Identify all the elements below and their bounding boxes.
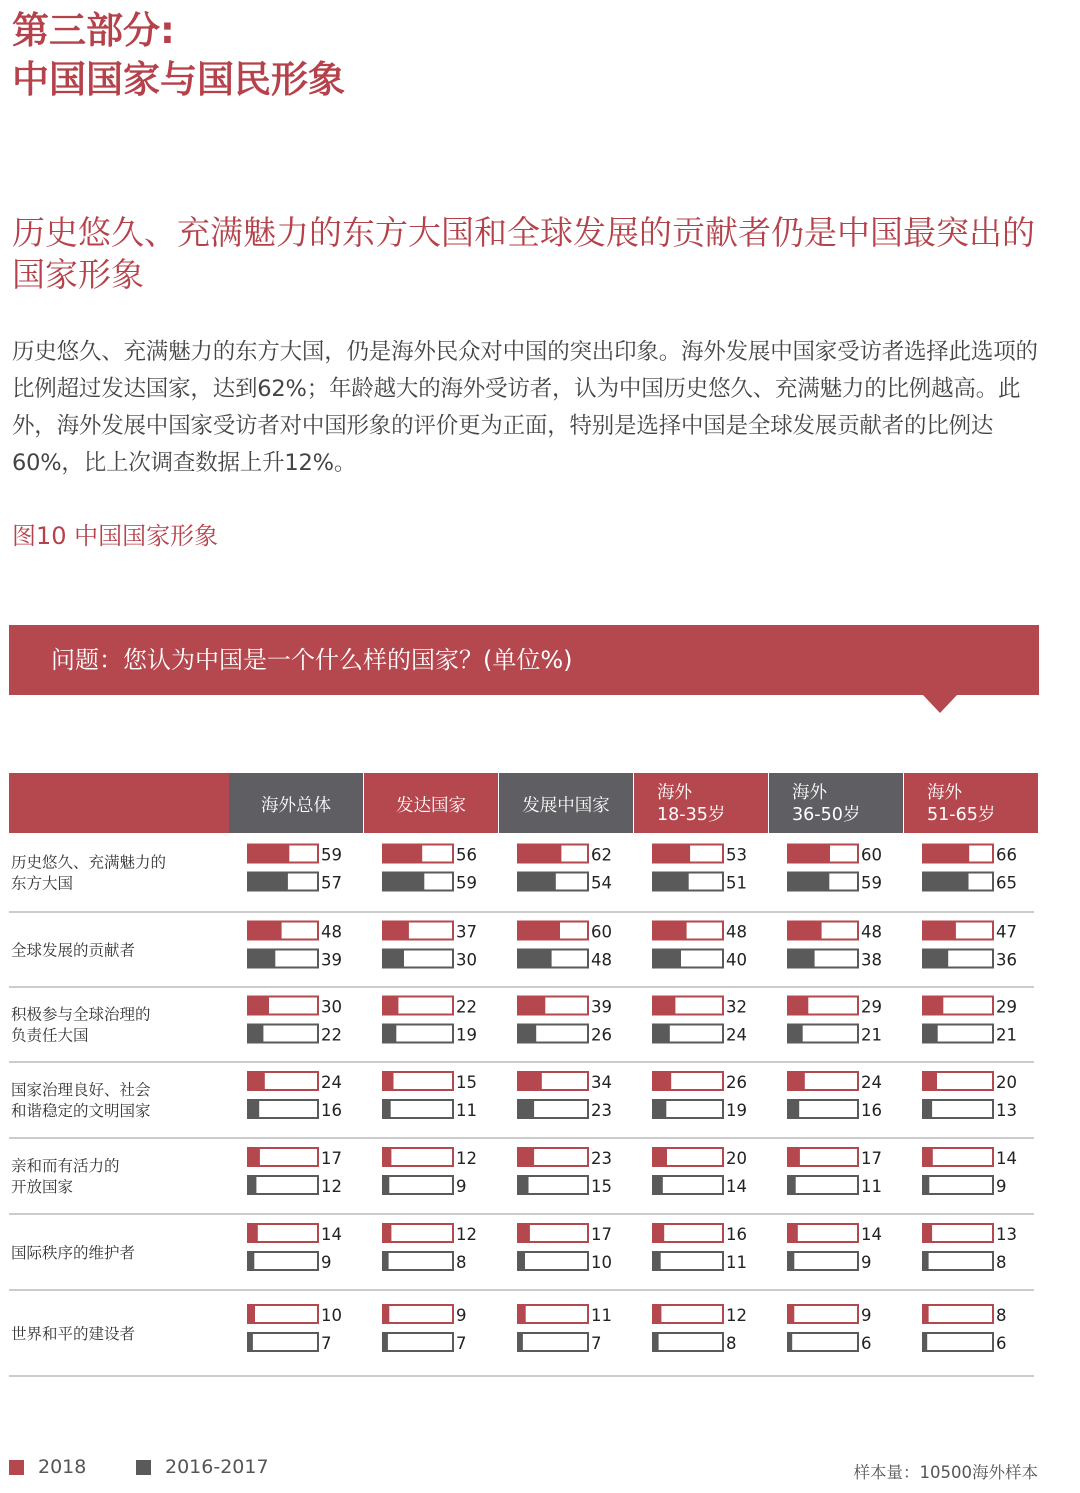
- value-label-5-3-0: 16: [726, 1225, 747, 1244]
- bar-3-1-0: [383, 1072, 394, 1090]
- value-label-5-5-1: 8: [996, 1253, 1007, 1272]
- value-label-5-0-0: 14: [321, 1225, 342, 1244]
- value-label-6-2-0: 11: [591, 1306, 612, 1325]
- value-label-3-2-0: 34: [591, 1073, 612, 1092]
- value-label-6-4-0: 9: [861, 1306, 872, 1325]
- bar-3-2-0: [518, 1072, 542, 1090]
- value-label-4-5-0: 14: [996, 1149, 1017, 1168]
- value-label-6-4-1: 6: [861, 1334, 872, 1353]
- value-label-2-2-1: 26: [591, 1025, 612, 1045]
- value-label-1-4-0: 48: [861, 922, 882, 942]
- value-label-6-3-1: 8: [726, 1334, 737, 1353]
- value-label-2-4-0: 29: [861, 997, 882, 1017]
- bar-2-1-0: [383, 997, 398, 1015]
- value-label-2-3-0: 32: [726, 997, 747, 1017]
- bar-frame-4-0-1: [248, 1176, 318, 1194]
- row-label-2: 积极参与全球治理的负责任大国: [11, 1005, 151, 1045]
- bar-frame-5-3-1: [653, 1252, 723, 1270]
- value-label-6-5-1: 6: [996, 1334, 1007, 1353]
- bar-frame-5-5-0: [923, 1224, 993, 1242]
- bar-0-3-1: [653, 873, 689, 891]
- bar-1-0-1: [248, 950, 275, 968]
- figure-caption: 图10 中国国家形象: [12, 522, 219, 550]
- bar-3-1-1: [383, 1100, 391, 1118]
- bar-frame-5-1-0: [383, 1224, 453, 1242]
- bar-frame-3-5-1: [923, 1100, 993, 1118]
- bar-1-3-1: [653, 950, 681, 968]
- value-label-0-4-1: 59: [861, 873, 882, 893]
- value-label-4-0-0: 17: [321, 1149, 342, 1168]
- bar-4-2-1: [518, 1176, 529, 1194]
- bar-4-4-0: [788, 1148, 800, 1166]
- bar-5-2-0: [518, 1224, 530, 1242]
- bar-5-5-0: [923, 1224, 932, 1242]
- value-label-4-0-1: 12: [321, 1177, 342, 1196]
- bar-5-1-1: [383, 1252, 389, 1270]
- value-label-0-2-0: 62: [591, 845, 612, 865]
- value-label-0-3-0: 53: [726, 845, 747, 865]
- column-header-label-2: 发展中国家: [522, 796, 610, 816]
- value-label-4-4-0: 17: [861, 1149, 882, 1168]
- value-label-0-4-0: 60: [861, 845, 882, 865]
- bar-frame-6-4-1: [788, 1333, 858, 1351]
- value-label-6-1-1: 7: [456, 1334, 467, 1353]
- value-label-3-1-1: 11: [456, 1101, 477, 1120]
- bar-0-4-0: [788, 845, 830, 863]
- legend-swatch-2016-2017: [136, 1460, 151, 1475]
- bar-1-1-1: [383, 950, 404, 968]
- bar-0-5-0: [923, 845, 969, 863]
- bar-5-0-0: [248, 1224, 258, 1242]
- legend-item-2016-2017: [136, 1456, 269, 1478]
- bar-6-5-0: [923, 1305, 929, 1323]
- value-label-1-1-1: 30: [456, 950, 477, 970]
- bar-0-0-0: [248, 845, 289, 863]
- value-label-0-0-1: 57: [321, 873, 342, 893]
- value-label-5-2-1: 10: [591, 1253, 612, 1272]
- value-label-3-1-0: 15: [456, 1073, 477, 1092]
- bar-6-3-1: [653, 1333, 659, 1351]
- bar-6-1-1: [383, 1333, 388, 1351]
- value-label-5-0-1: 9: [321, 1253, 332, 1272]
- bar-frame-4-4-1: [788, 1176, 858, 1194]
- value-label-2-0-0: 30: [321, 997, 342, 1017]
- bar-4-4-1: [788, 1176, 796, 1194]
- bar-2-2-1: [518, 1025, 536, 1043]
- sample-size-note: 样本量：10500海外样本: [853, 1463, 1038, 1482]
- value-label-0-5-0: 66: [996, 845, 1017, 865]
- value-label-4-1-1: 9: [456, 1177, 467, 1196]
- bar-3-3-1: [653, 1100, 666, 1118]
- value-label-6-1-0: 9: [456, 1306, 467, 1325]
- value-label-3-2-1: 23: [591, 1101, 612, 1120]
- bar-5-1-0: [383, 1224, 391, 1242]
- bar-1-4-1: [788, 950, 815, 968]
- value-label-3-5-0: 20: [996, 1073, 1017, 1092]
- bar-4-2-0: [518, 1148, 534, 1166]
- value-label-0-3-1: 51: [726, 873, 747, 893]
- bar-frame-6-3-1: [653, 1333, 723, 1351]
- bar-frame-4-5-0: [923, 1148, 993, 1166]
- bar-6-0-0: [248, 1305, 255, 1323]
- bar-4-1-0: [383, 1148, 391, 1166]
- bar-4-0-1: [248, 1176, 256, 1194]
- bar-1-4-0: [788, 922, 822, 940]
- value-label-1-5-0: 47: [996, 922, 1017, 942]
- value-label-2-5-0: 29: [996, 997, 1017, 1017]
- value-label-1-4-1: 38: [861, 950, 882, 970]
- bar-3-3-0: [653, 1072, 671, 1090]
- section-title-line2: 中国国家与国民形象: [12, 58, 345, 101]
- headline: 历史悠久、充满魅力的东方大国和全球发展的贡献者仍是中国最突出的国家形象: [12, 213, 1035, 294]
- bar-6-4-1: [788, 1333, 792, 1351]
- bar-6-3-0: [653, 1305, 661, 1323]
- question-text: 问题：您认为中国是一个什么样的国家？(单位%): [51, 646, 573, 674]
- value-label-5-1-0: 12: [456, 1225, 477, 1244]
- bar-frame-6-0-0: [248, 1305, 318, 1323]
- bar-3-2-1: [518, 1100, 534, 1118]
- value-label-0-0-0: 59: [321, 845, 342, 865]
- bar-4-3-1: [653, 1176, 663, 1194]
- bar-6-5-1: [923, 1333, 927, 1351]
- value-label-4-2-0: 23: [591, 1149, 612, 1168]
- bar-frame-5-2-1: [518, 1252, 588, 1270]
- bar-6-2-0: [518, 1305, 526, 1323]
- bar-5-4-0: [788, 1224, 798, 1242]
- row-label-0: 历史悠久、充满魅力的东方大国: [11, 853, 167, 893]
- bar-1-0-0: [248, 922, 282, 940]
- bar-5-0-1: [248, 1252, 254, 1270]
- value-label-6-3-0: 12: [726, 1306, 747, 1325]
- column-header-label-5: 海外 51-65岁: [927, 783, 996, 825]
- legend-label-2018: 2018: [38, 1456, 87, 1478]
- bar-frame-6-5-1: [923, 1333, 993, 1351]
- bar-2-2-0: [518, 997, 545, 1015]
- bar-frame-6-3-0: [653, 1305, 723, 1323]
- bar-3-4-1: [788, 1100, 799, 1118]
- value-label-4-3-0: 20: [726, 1149, 747, 1168]
- bar-1-1-0: [383, 922, 409, 940]
- bar-frame-5-1-1: [383, 1252, 453, 1270]
- value-label-4-1-0: 12: [456, 1149, 477, 1168]
- bar-frame-4-5-1: [923, 1176, 993, 1194]
- bar-frame-6-4-0: [788, 1305, 858, 1323]
- bar-6-0-1: [248, 1333, 253, 1351]
- bar-frame-4-1-0: [383, 1148, 453, 1166]
- bar-0-5-1: [923, 873, 969, 891]
- value-label-3-4-0: 24: [861, 1073, 882, 1092]
- value-label-2-5-1: 21: [996, 1025, 1017, 1045]
- bar-frame-6-1-0: [383, 1305, 453, 1323]
- value-label-2-1-1: 19: [456, 1025, 477, 1045]
- bar-0-0-1: [248, 873, 288, 891]
- bar-4-0-0: [248, 1148, 260, 1166]
- value-label-6-5-0: 8: [996, 1306, 1007, 1325]
- bar-0-1-1: [383, 873, 424, 891]
- bar-frame-4-3-1: [653, 1176, 723, 1194]
- value-label-4-5-1: 9: [996, 1177, 1007, 1196]
- bar-1-2-1: [518, 950, 552, 968]
- value-label-3-3-0: 26: [726, 1073, 747, 1092]
- legend-item-2018: [9, 1456, 86, 1478]
- value-label-4-2-1: 15: [591, 1177, 612, 1196]
- value-label-5-4-1: 9: [861, 1253, 872, 1272]
- bar-2-5-0: [923, 997, 943, 1015]
- value-label-0-2-1: 54: [591, 873, 612, 893]
- value-label-2-4-1: 21: [861, 1025, 882, 1045]
- value-label-1-0-1: 39: [321, 950, 342, 970]
- bar-0-3-0: [653, 845, 690, 863]
- bar-2-3-1: [653, 1025, 670, 1043]
- bar-0-2-1: [518, 873, 556, 891]
- bar-frame-5-5-1: [923, 1252, 993, 1270]
- value-label-0-1-0: 56: [456, 845, 477, 865]
- value-label-1-3-0: 48: [726, 922, 747, 942]
- bar-0-2-0: [518, 845, 561, 863]
- bar-1-3-0: [653, 922, 687, 940]
- value-label-0-5-1: 65: [996, 873, 1017, 893]
- bar-frame-4-1-1: [383, 1176, 453, 1194]
- bar-5-3-0: [653, 1224, 664, 1242]
- value-label-5-5-0: 13: [996, 1225, 1017, 1244]
- bar-4-5-1: [923, 1176, 929, 1194]
- bar-4-1-1: [383, 1176, 389, 1194]
- bar-3-4-0: [788, 1072, 805, 1090]
- bar-6-1-0: [383, 1305, 389, 1323]
- value-label-3-3-1: 19: [726, 1101, 747, 1120]
- bar-2-3-0: [653, 997, 675, 1015]
- value-label-5-4-0: 14: [861, 1225, 882, 1244]
- bar-4-3-0: [653, 1148, 667, 1166]
- bar-1-5-0: [923, 922, 956, 940]
- column-header-label-3: 海外 18-35岁: [657, 783, 726, 825]
- value-label-5-2-0: 17: [591, 1225, 612, 1244]
- row-label-3: 国家治理良好、社会和谐稳定的文明国家: [11, 1081, 151, 1120]
- body-paragraph: 历史悠久、充满魅力的东方大国，仍是海外民众对中国的突出印象。海外发展中国家受访者选择此选项的比例超过发达国家，达到62%；年龄越大的海外受访者，认为中国历史悠久、充满魅力的比例越高。此外，海外发展中国家受访者对中国形象的评价更为正面，特别是选择中国是全球发展贡献者的比例达60%，比上次调查数据上升12%。: [12, 339, 1038, 476]
- bar-frame-6-2-1: [518, 1333, 588, 1351]
- value-label-3-5-1: 13: [996, 1101, 1017, 1120]
- value-label-1-0-0: 48: [321, 922, 342, 942]
- row-label-5: 国际秩序的维护者: [11, 1244, 136, 1262]
- table-header-blank-cell: [9, 773, 229, 833]
- value-label-5-1-1: 8: [456, 1253, 467, 1272]
- bar-frame-6-0-1: [248, 1333, 318, 1351]
- section-title-line1: 第三部分:: [12, 9, 175, 52]
- value-label-3-0-0: 24: [321, 1073, 342, 1092]
- value-label-1-5-1: 36: [996, 950, 1017, 970]
- value-label-1-1-0: 37: [456, 922, 477, 942]
- value-label-3-4-1: 16: [861, 1101, 882, 1120]
- value-label-3-0-1: 16: [321, 1101, 342, 1120]
- value-label-2-3-1: 24: [726, 1025, 747, 1045]
- bar-2-0-1: [248, 1025, 263, 1043]
- value-label-2-1-0: 22: [456, 997, 477, 1017]
- column-header-label-4: 海外 36-50岁: [792, 783, 861, 825]
- column-header-label-0: 海外总体: [261, 796, 331, 816]
- bar-frame-5-0-1: [248, 1252, 318, 1270]
- bar-4-5-0: [923, 1148, 933, 1166]
- value-label-1-2-1: 48: [591, 950, 612, 970]
- bar-5-2-1: [518, 1252, 525, 1270]
- bar-1-2-0: [518, 922, 560, 940]
- row-label-6: 世界和平的建设者: [11, 1325, 136, 1343]
- value-label-4-4-1: 11: [861, 1177, 882, 1196]
- legend-label-2016-2017: 2016-2017: [165, 1456, 269, 1478]
- value-label-2-0-1: 22: [321, 1025, 342, 1045]
- value-label-6-2-1: 7: [591, 1334, 602, 1353]
- value-label-2-2-0: 39: [591, 997, 612, 1017]
- bar-5-3-1: [653, 1252, 661, 1270]
- bar-frame-5-4-0: [788, 1224, 858, 1242]
- bar-5-4-1: [788, 1252, 794, 1270]
- bar-3-5-1: [923, 1100, 932, 1118]
- bar-3-0-1: [248, 1100, 259, 1118]
- value-label-1-2-0: 60: [591, 922, 612, 942]
- bar-6-4-0: [788, 1305, 794, 1323]
- bar-6-2-1: [518, 1333, 523, 1351]
- bar-2-5-1: [923, 1025, 938, 1043]
- value-label-6-0-1: 7: [321, 1334, 332, 1353]
- bar-frame-6-2-0: [518, 1305, 588, 1323]
- bar-2-4-0: [788, 997, 808, 1015]
- column-header-label-1: 发达国家: [396, 796, 466, 816]
- value-label-5-3-1: 11: [726, 1253, 747, 1272]
- bar-frame-6-1-1: [383, 1333, 453, 1351]
- bar-0-4-1: [788, 873, 829, 891]
- bar-1-5-1: [923, 950, 948, 968]
- bar-3-5-0: [923, 1072, 937, 1090]
- bar-frame-5-4-1: [788, 1252, 858, 1270]
- bar-2-0-0: [248, 997, 269, 1015]
- bar-2-4-1: [788, 1025, 803, 1043]
- row-label-1: 全球发展的贡献者: [11, 941, 136, 960]
- bar-frame-5-0-0: [248, 1224, 318, 1242]
- legend-swatch-2018: [9, 1460, 24, 1475]
- bar-3-0-0: [248, 1072, 265, 1090]
- row-label-4: 亲和而有活力的开放国家: [11, 1157, 120, 1196]
- value-label-1-3-1: 40: [726, 950, 747, 970]
- bar-0-1-0: [383, 845, 422, 863]
- bar-frame-3-1-1: [383, 1100, 453, 1118]
- bar-frame-6-5-0: [923, 1305, 993, 1323]
- value-label-6-0-0: 10: [321, 1306, 342, 1325]
- bar-5-5-1: [923, 1252, 929, 1270]
- bar-2-1-1: [383, 1025, 396, 1043]
- value-label-0-1-1: 59: [456, 873, 477, 893]
- value-label-4-3-1: 14: [726, 1177, 747, 1196]
